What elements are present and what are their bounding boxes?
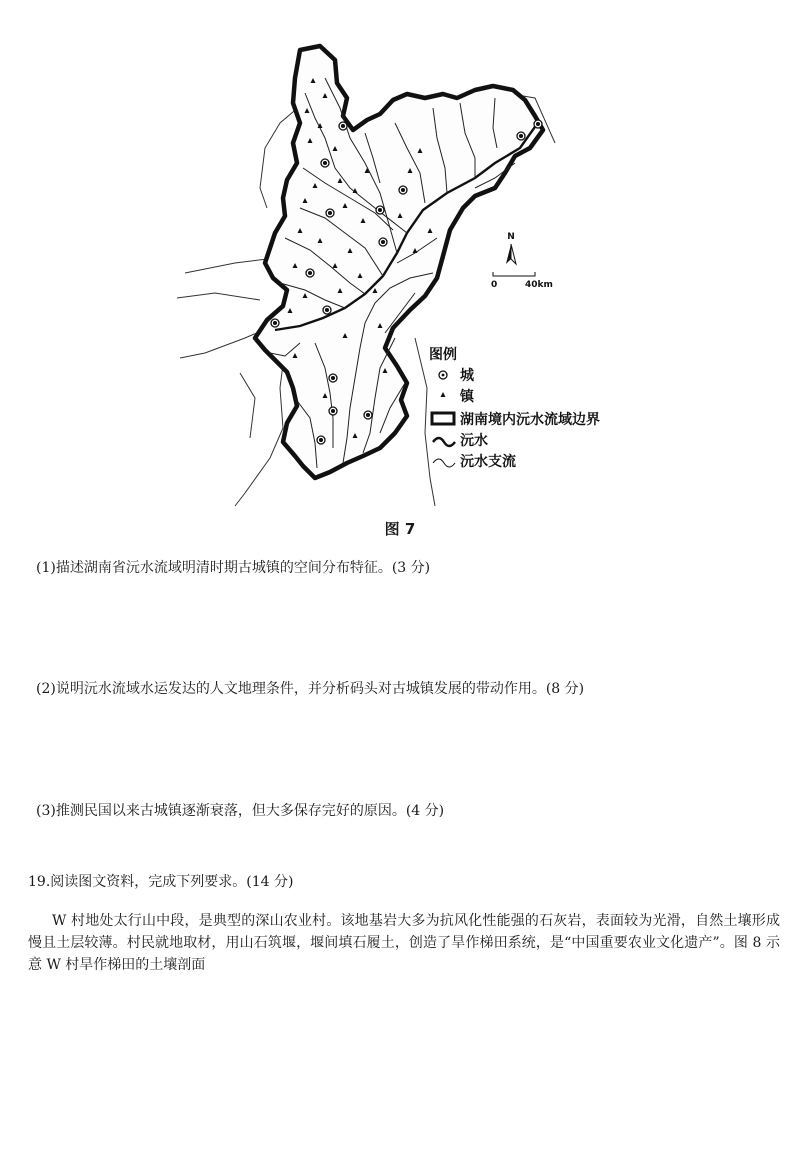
legend-label-city: 城 — [460, 368, 474, 384]
scale-bar-icon — [493, 272, 535, 276]
legend-label-main-river: 沅水 — [460, 433, 488, 449]
basin-map — [175, 38, 625, 508]
scale-end: 40km — [525, 280, 553, 290]
town-icon — [441, 392, 446, 397]
main-river-icon — [433, 438, 455, 446]
question-1: (1)描述湖南省沅水流域明清时期古城镇的空间分布特征。(3 分) — [36, 560, 431, 576]
question-19-title: 19.阅读图文资料，完成下列要求。(14 分) — [28, 874, 294, 890]
boundary-icon — [432, 413, 454, 424]
legend-title: 图例 — [429, 347, 457, 363]
north-label: N — [507, 232, 515, 242]
north-arrow-icon — [506, 244, 516, 264]
question-19-paragraph: W 村地处太行山中段，是典型的深山农业村。该地基岩大多为抗风化性能强的石灰岩，表面较为光滑，自然土壤形成慢且土层较薄。村民就地取材，用山石筑堰，堰间填石履土，创造了旱作梯田系统，是“中国重要农业文化遗产”。图 8 示意 W 村旱作梯田的土壤剖面 — [28, 913, 780, 973]
figure-caption: 图 7 — [384, 520, 416, 538]
question-2: (2)说明沅水流域水运发达的人文地理条件，并分析码头对古城镇发展的带动作用。(8 分) — [36, 681, 585, 697]
legend-label-boundary: 湖南境内沅水流域边界 — [460, 412, 600, 428]
legend-label-town: 镇 — [460, 389, 474, 405]
scale-start: 0 — [491, 280, 498, 290]
tributary-icon — [433, 459, 455, 467]
legend — [429, 346, 600, 470]
question-3: (3)推测民国以来古城镇逐渐衰落，但大多保存完好的原因。(4 分) — [36, 803, 445, 819]
legend-label-tributary: 沅水支流 — [460, 454, 516, 470]
city-icon — [439, 371, 447, 379]
